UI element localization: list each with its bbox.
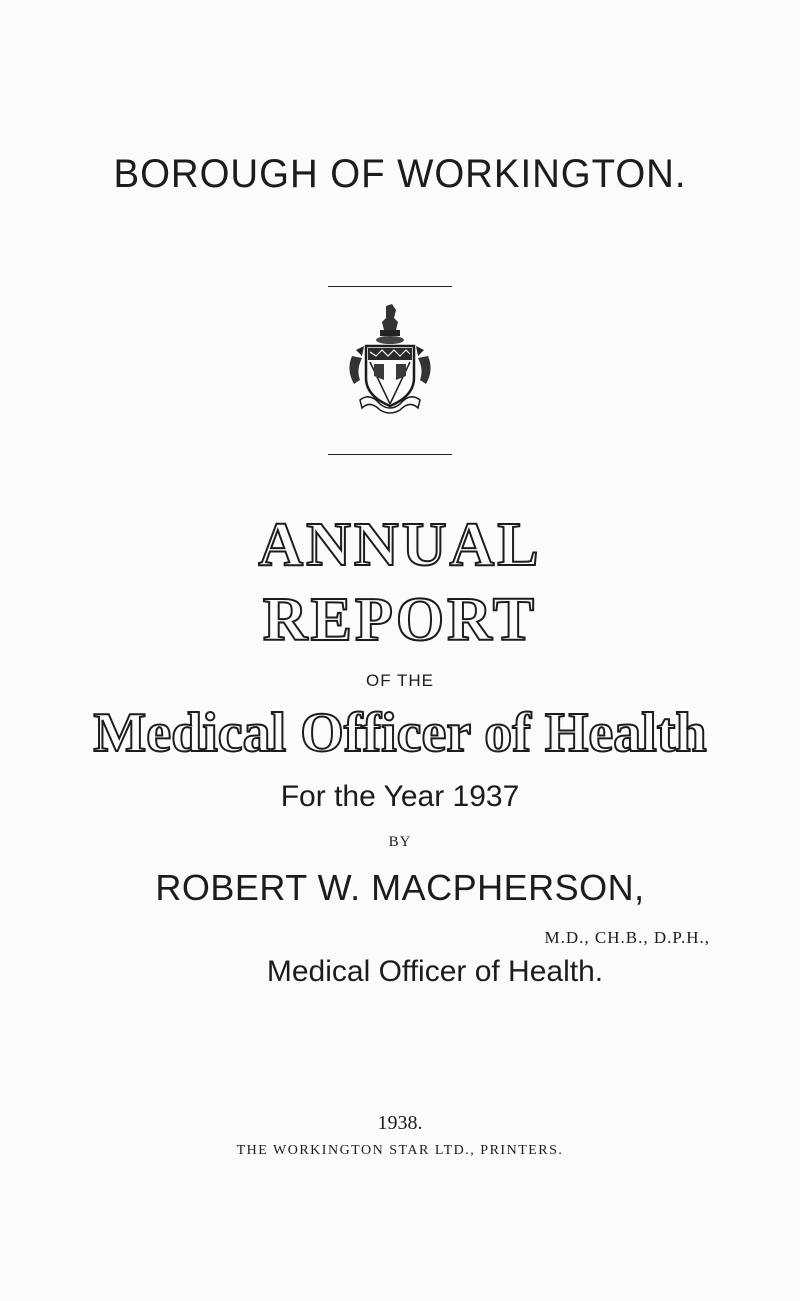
coat-of-arms-icon (340, 300, 440, 418)
bottom-divider (328, 454, 452, 455)
author-role: Medical Officer of Health. (266, 955, 604, 988)
author-degrees: M.D., CH.B., D.P.H., (544, 928, 710, 947)
borough-heading: BOROUGH OF WORKINGTON. (113, 152, 687, 196)
title-subject: Medical Officer of Health (93, 702, 707, 764)
report-year: For the Year 1937 (280, 780, 520, 813)
by-label: BY (388, 834, 412, 850)
publication-year: 1938. (377, 1112, 423, 1134)
author-name: ROBERT W. MACPHERSON, (155, 867, 645, 908)
printer-imprint: THE WORKINGTON STAR LTD., PRINTERS. (236, 1143, 564, 1158)
title-annual: ANNUAL (258, 511, 542, 579)
top-divider (328, 286, 452, 287)
title-of-the: OF THE (365, 671, 435, 690)
title-report: REPORT (262, 586, 538, 654)
